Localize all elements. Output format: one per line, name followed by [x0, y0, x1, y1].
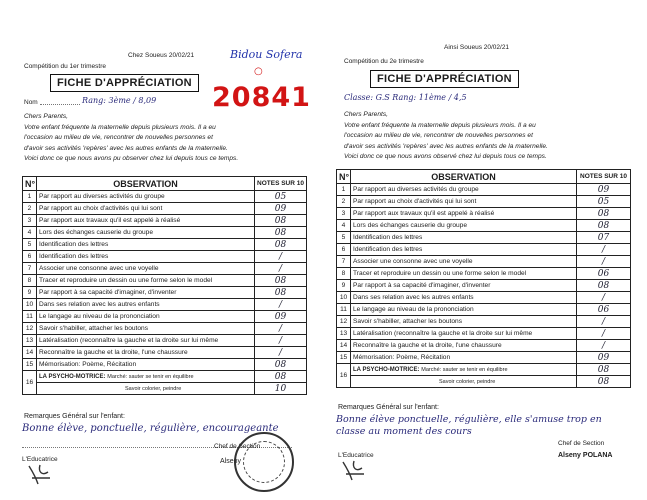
row-observation: Identification des lettres — [351, 232, 577, 244]
left-educatrice-label: L'Educatrice — [22, 456, 58, 463]
row-note: 08 — [577, 220, 631, 232]
row-number: 9 — [23, 287, 37, 299]
row-number: 6 — [337, 244, 351, 256]
row-note: / — [255, 299, 307, 311]
left-chef-label: Chef de Section — [214, 443, 261, 450]
row-number: 3 — [337, 208, 351, 220]
table-row — [23, 287, 307, 299]
table-row — [23, 347, 307, 359]
row-note: 08 — [255, 287, 307, 299]
table-row — [337, 268, 631, 280]
left-school-stamp — [234, 432, 294, 492]
right-competition: Compétition du 2e trimestre — [344, 58, 424, 65]
right-classe-rang: Classe: G.S Rang: 11ème / 4,5 — [344, 93, 467, 102]
row-observation: Dans ses relation avec les autres enfants — [351, 292, 577, 304]
row-observation: Savoir s'habiller, attacher les boutons — [351, 316, 577, 328]
table-row — [23, 323, 307, 335]
row-note: 08 — [255, 215, 307, 227]
row-number: 1 — [337, 184, 351, 196]
right-remarks-text: Bonne élève ponctuelle, régulière, elle s'amuse trop en classe au moment des cours — [336, 414, 602, 437]
row-observation: Associer une consonne avec une voyelle — [351, 256, 577, 268]
row-note: / — [255, 251, 307, 263]
row-number: 13 — [23, 335, 37, 347]
table-row — [337, 352, 631, 364]
table-row — [337, 232, 631, 244]
row-note: 08 — [577, 376, 631, 388]
row-observation: Par rapport aux travaux qu'il est appelé à réalisé — [351, 208, 577, 220]
col-header-observation: OBSERVATION — [37, 177, 255, 191]
row-number: 10 — [23, 299, 37, 311]
row-note: 08 — [577, 364, 631, 376]
row-note: 08 — [255, 227, 307, 239]
row-observation: Lors des échanges causerie du groupe — [37, 227, 255, 239]
left-parents-line: Voici donc ce que nous avons pu observer chez lui depuis tous ce temps. — [24, 155, 239, 162]
row-number: 6 — [23, 251, 37, 263]
row-note: / — [255, 335, 307, 347]
right-date: Ainsi Soueus 20/02/21 — [444, 44, 510, 51]
table-row — [337, 280, 631, 292]
row-note: 09 — [255, 203, 307, 215]
row-note: / — [255, 347, 307, 359]
table-header-row — [23, 177, 307, 191]
row-note: 08 — [577, 280, 631, 292]
left-competition: Compétition du 1er trimestre — [24, 63, 107, 70]
row-note: 09 — [255, 311, 307, 323]
row-number: 10 — [337, 292, 351, 304]
row-observation: Latéralisation (reconnaître la gauche et la droite sur lui même — [351, 328, 577, 340]
row-note: 09 — [577, 352, 631, 364]
row-note: 07 — [577, 232, 631, 244]
row-note: 08 — [255, 359, 307, 371]
row-observation: Par rapport au diverses activités du groupe — [351, 184, 577, 196]
row-observation: Latéralisation (reconnaître la gauche et la droite sur lui même — [37, 335, 255, 347]
table-row — [23, 311, 307, 323]
left-appreciation-sheet — [0, 0, 318, 500]
row-observation: Par rapport au choix d'activités qui lui sont — [37, 203, 255, 215]
left-educatrice-signature — [26, 462, 56, 486]
row-number: 8 — [337, 268, 351, 280]
row-number: 7 — [337, 256, 351, 268]
right-educatrice-signature — [340, 458, 370, 482]
row-number: 2 — [337, 196, 351, 208]
row-note: / — [577, 244, 631, 256]
left-date: Chez Soueus 20/02/21 — [128, 52, 195, 59]
row-number: 5 — [23, 239, 37, 251]
table-row — [23, 335, 307, 347]
row-number: 3 — [23, 215, 37, 227]
table-row — [23, 359, 307, 371]
row-observation-sub: Marché: sauter se tenir en équilibre — [107, 374, 194, 380]
row-observation: Tracer et reproduire un dessin ou une forme selon le model — [37, 275, 255, 287]
row-number: 8 — [23, 275, 37, 287]
row-observation-sub-text: Savoir colorier, peindre — [125, 386, 182, 392]
row-number: 16 — [337, 364, 351, 388]
row-number: 2 — [23, 203, 37, 215]
table-header-row — [337, 170, 631, 184]
table-row — [337, 220, 631, 232]
table-row — [23, 239, 307, 251]
right-parents-text — [344, 110, 548, 163]
row-observation-title: LA PSYCHO-MOTRICE: — [353, 367, 420, 373]
row-number: 9 — [337, 280, 351, 292]
row-note: 05 — [255, 191, 307, 203]
row-observation: Reconnaître la gauche et la droite, l'une chaussure — [37, 347, 255, 359]
table-row — [23, 203, 307, 215]
row-observation: Lors des échanges causerie du groupe — [351, 220, 577, 232]
row-observation: Tracer et reproduire un dessin ou une forme selon le model — [351, 268, 577, 280]
right-observation-table — [336, 169, 631, 388]
row-note: / — [577, 328, 631, 340]
row-number: 5 — [337, 232, 351, 244]
left-observation-table — [22, 176, 307, 395]
row-note: 06 — [577, 268, 631, 280]
row-note: 06 — [577, 304, 631, 316]
handwritten-number: 20841 — [212, 82, 311, 113]
row-observation-sub-text: Savoir colorier, peindre — [439, 379, 496, 385]
left-parents-line: Votre enfant fréquente la maternelle depuis plusieurs mois. Il a eu — [24, 123, 216, 131]
row-number: 4 — [23, 227, 37, 239]
row-note: 08 — [577, 208, 631, 220]
right-appreciation-sheet — [326, 0, 647, 500]
handwritten-name-note: Bidou Sofera — [230, 48, 303, 61]
col-header-notes: NOTES SUR 10 — [577, 170, 631, 184]
right-educatrice-label: L'Educatrice — [338, 452, 374, 459]
left-remarks-label: Remarques Général sur l'enfant: — [24, 413, 125, 420]
row-observation: Le langage au niveau de la prononciation — [351, 304, 577, 316]
row-note: / — [577, 316, 631, 328]
row-number: 11 — [337, 304, 351, 316]
right-table-body — [337, 184, 631, 388]
row-observation: Identification des lettres — [351, 244, 577, 256]
row-observation: Mémorisation: Poème, Récitation — [37, 359, 255, 371]
table-row — [23, 227, 307, 239]
left-chef-name: Alseny — [220, 458, 242, 465]
table-row — [23, 371, 307, 383]
table-row — [337, 184, 631, 196]
table-row — [23, 383, 307, 395]
table-row — [337, 328, 631, 340]
row-number: 12 — [337, 316, 351, 328]
left-parents-line: Chers Parents, — [24, 113, 68, 120]
col-header-num: N° — [337, 170, 351, 184]
table-row — [337, 304, 631, 316]
row-number: 15 — [337, 352, 351, 364]
row-observation-sub: Marché: sauter se tenir en équilibre — [421, 367, 508, 373]
right-parents-line: Votre enfant fréquente la maternelle depuis plusieurs mois. Il a eu — [344, 121, 536, 129]
right-parents-line: Voici donc ce que nous avons observé chez lui depuis tous ce temps. — [344, 153, 547, 160]
row-observation: Par rapport au choix d'activités qui lui sont — [351, 196, 577, 208]
row-observation: Mémorisation: Poème, Récitation — [351, 352, 577, 364]
row-note: / — [577, 256, 631, 268]
table-row — [337, 256, 631, 268]
row-observation: Identification des lettres — [37, 251, 255, 263]
row-number: 16 — [23, 371, 37, 395]
row-note: / — [577, 340, 631, 352]
row-number: 15 — [23, 359, 37, 371]
table-row — [23, 191, 307, 203]
left-nom-line — [40, 104, 80, 105]
right-title: FICHE D'APPRÉCIATION — [370, 70, 519, 88]
row-observation: Par rapport au diverses activités du groupe — [37, 191, 255, 203]
left-parents-line: l'occasion au milieu de vie, rencontrer de nouvelles personnes et — [24, 134, 213, 141]
table-row — [23, 215, 307, 227]
row-observation — [351, 364, 577, 376]
row-observation: Par rapport à sa capacité d'imaginer, d'inventer — [351, 280, 577, 292]
col-header-notes: NOTES SUR 10 — [255, 177, 307, 191]
table-row — [337, 376, 631, 388]
table-row — [337, 196, 631, 208]
table-row — [337, 364, 631, 376]
row-observation: Savoir s'habiller, attacher les boutons — [37, 323, 255, 335]
row-observation-sub — [37, 383, 255, 395]
table-row — [337, 208, 631, 220]
left-table-body — [23, 191, 307, 395]
row-number: 4 — [337, 220, 351, 232]
row-observation: Par rapport à sa capacité d'imaginer, d'inventer — [37, 287, 255, 299]
right-chef-name: Alseny POLANA — [558, 452, 613, 459]
left-rang: Rang: 3ème / 8,09 — [82, 96, 157, 105]
left-remarks-text: Bonne élève, ponctuelle, régulière, encourageante — [22, 423, 279, 434]
row-observation: Le langage au niveau de la prononciation — [37, 311, 255, 323]
left-parents-text — [24, 112, 238, 165]
row-observation: Par rapport aux travaux qu'il est appelé à réalisé — [37, 215, 255, 227]
table-row — [23, 251, 307, 263]
table-row — [337, 292, 631, 304]
left-title: FICHE D'APPRÉCIATION — [50, 74, 199, 92]
right-parents-line: d'avoir ses activités 'repères' avec les autres enfants de la maternelle. — [344, 142, 548, 150]
row-number: 14 — [337, 340, 351, 352]
row-note: 08 — [255, 371, 307, 383]
row-number: 12 — [23, 323, 37, 335]
row-observation-title: LA PSYCHO-MOTRICE: — [39, 374, 106, 380]
table-row — [337, 244, 631, 256]
right-parents-line: l'occasion au milieu de vie, rencontrer de nouvelles personnes et — [344, 132, 533, 139]
row-observation: Reconnaître la gauche et la droite, l'une chaussure — [351, 340, 577, 352]
row-number: 7 — [23, 263, 37, 275]
row-number: 11 — [23, 311, 37, 323]
table-row — [23, 299, 307, 311]
row-note: 08 — [255, 239, 307, 251]
col-header-observation: OBSERVATION — [351, 170, 577, 184]
table-row — [337, 340, 631, 352]
row-observation: Identification des lettres — [37, 239, 255, 251]
row-number: 1 — [23, 191, 37, 203]
left-parents-line: d'avoir ses activités 'repères' avec les autres enfants de la maternelle. — [24, 144, 228, 152]
table-row — [23, 275, 307, 287]
right-parents-line: Chers Parents, — [344, 111, 388, 118]
row-observation-sub — [351, 376, 577, 388]
row-note: 05 — [577, 196, 631, 208]
handwritten-circle-mark: ○ — [254, 66, 263, 77]
row-observation: Associer une consonne avec une voyelle — [37, 263, 255, 275]
table-row — [23, 263, 307, 275]
col-header-num: N° — [23, 177, 37, 191]
row-note: 09 — [577, 184, 631, 196]
row-note: / — [255, 263, 307, 275]
row-note: 08 — [255, 275, 307, 287]
row-note: / — [255, 323, 307, 335]
row-number: 13 — [337, 328, 351, 340]
right-chef-label: Chef de Section — [558, 440, 605, 447]
row-note: 10 — [255, 383, 307, 395]
row-observation — [37, 371, 255, 383]
row-note: / — [577, 292, 631, 304]
right-remarks-label: Remarques Général sur l'enfant: — [338, 404, 439, 411]
row-observation: Dans ses relation avec les autres enfants — [37, 299, 255, 311]
row-number: 14 — [23, 347, 37, 359]
table-row — [337, 316, 631, 328]
left-nom-label: Nom — [24, 99, 38, 106]
